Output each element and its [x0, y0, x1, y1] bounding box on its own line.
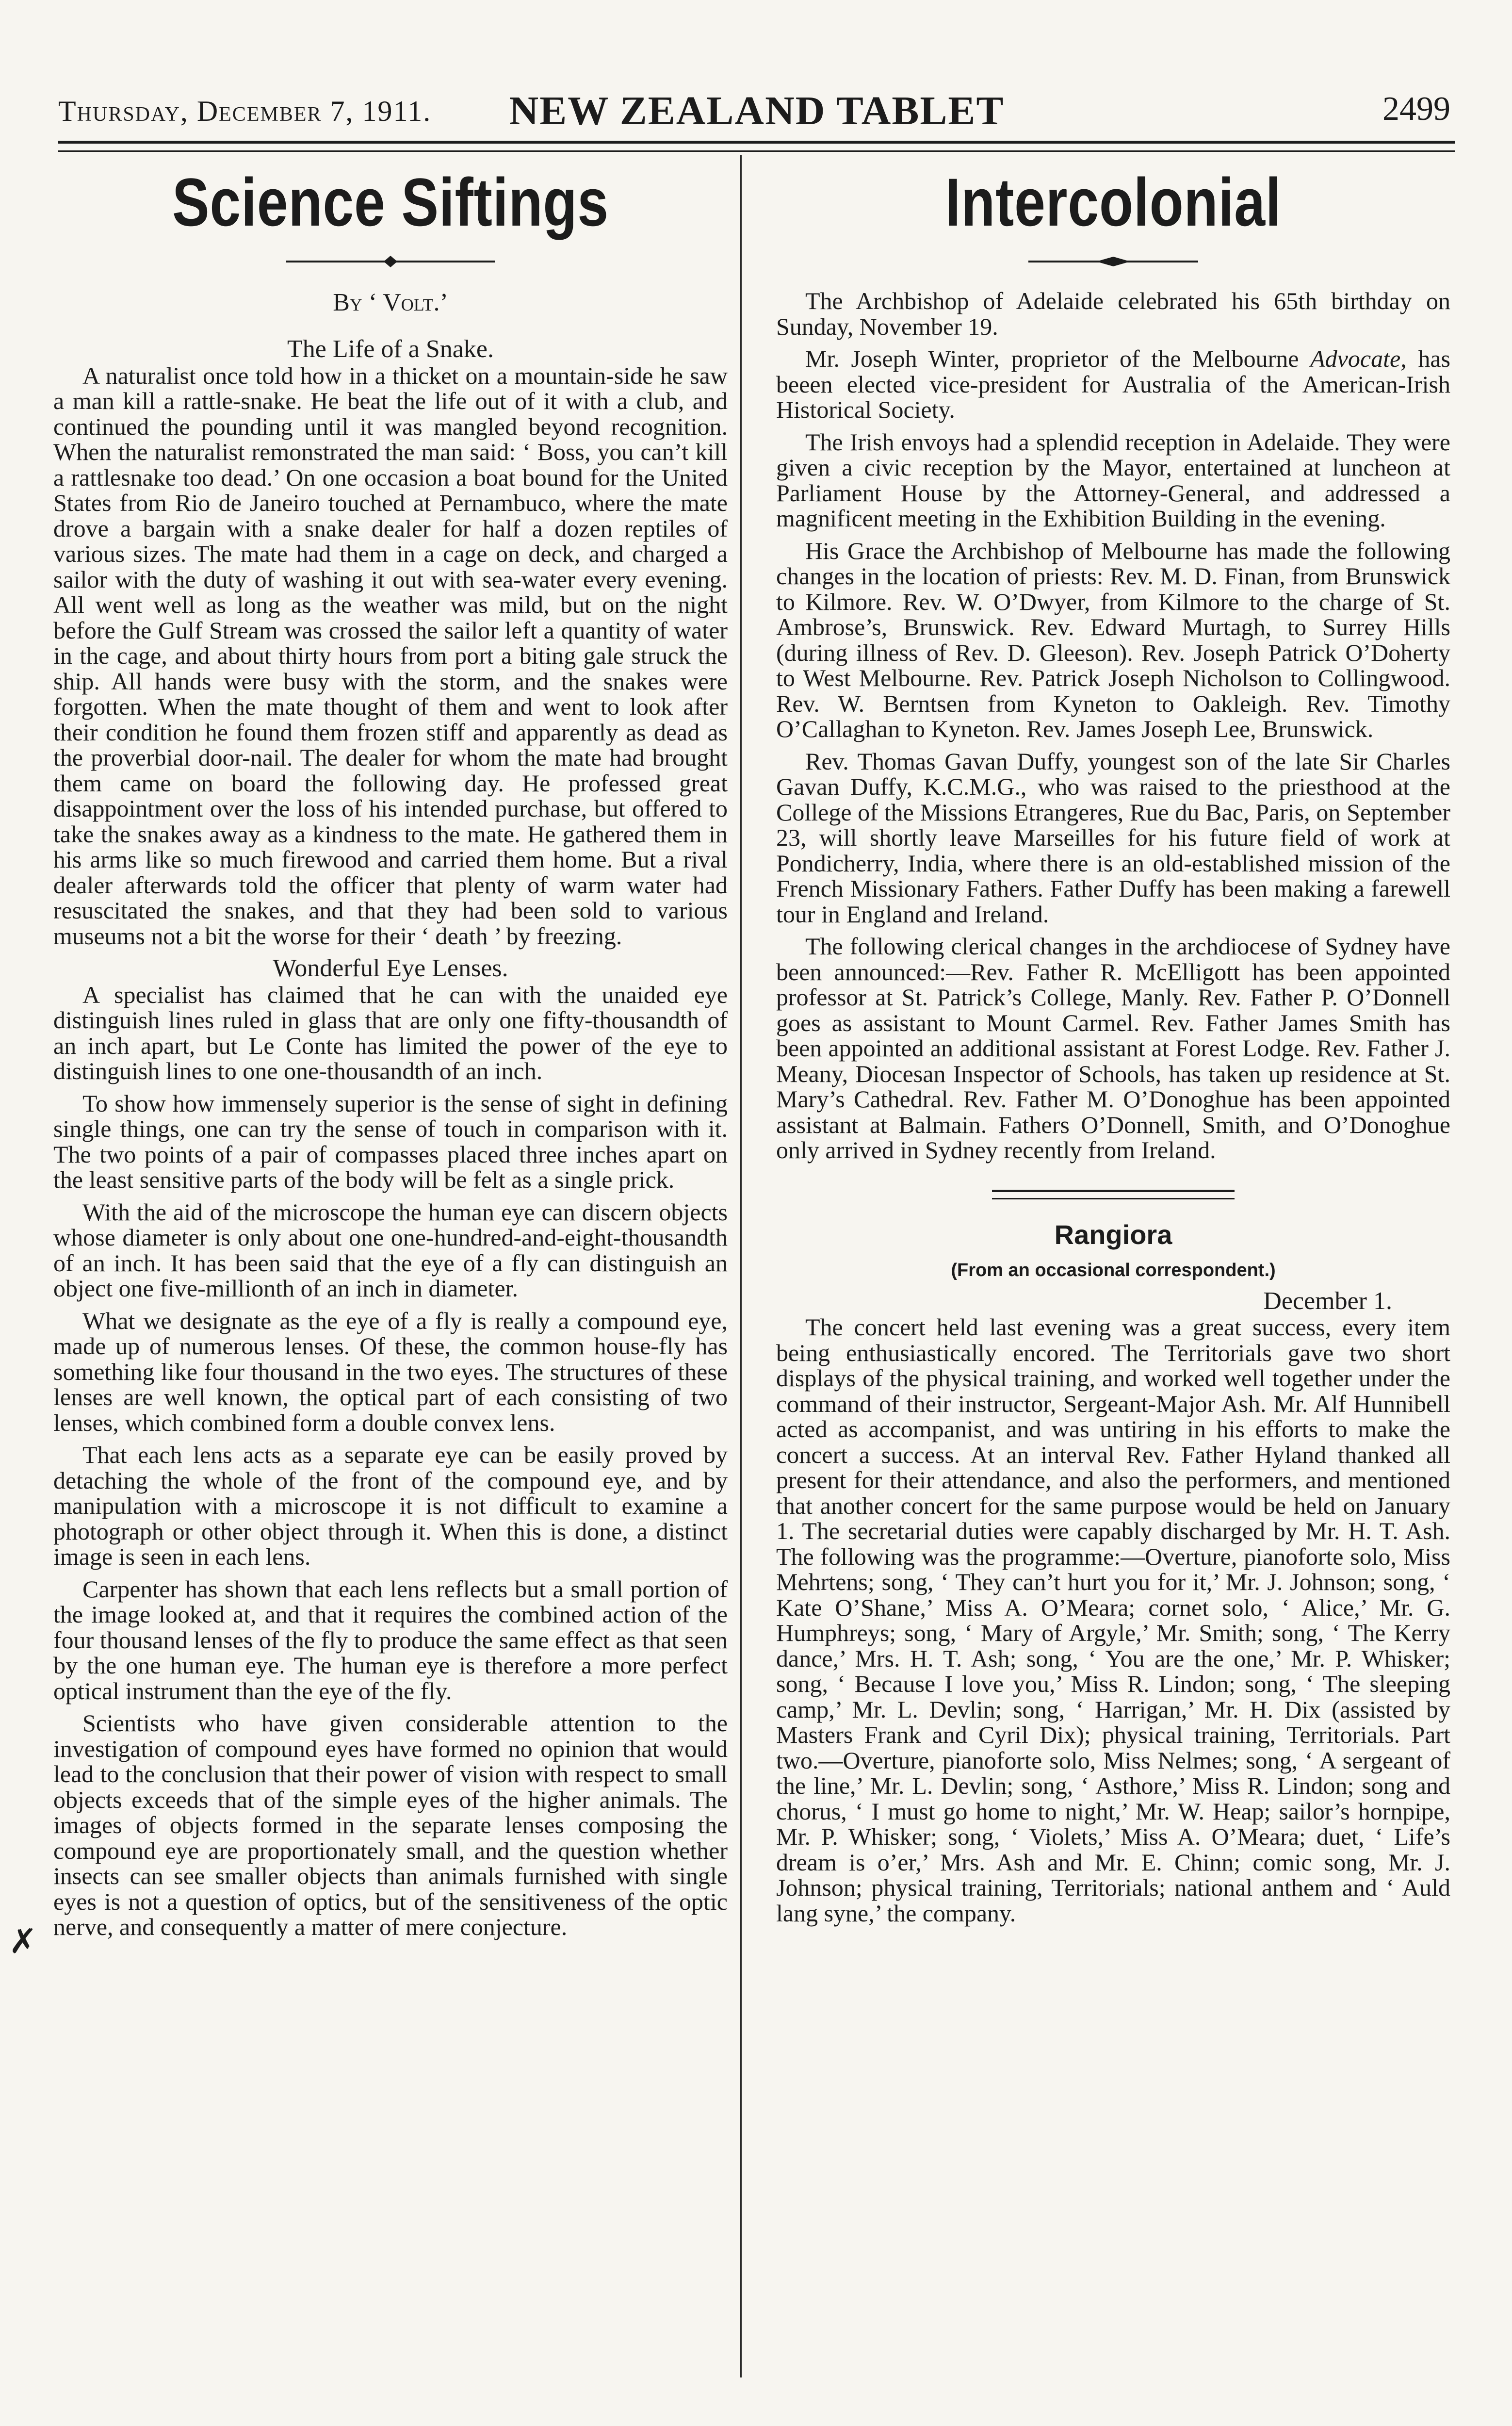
subhead-eye-lenses: Wonderful Eye Lenses.	[273, 954, 508, 983]
subhead-life-of-snake: The Life of a Snake.	[287, 335, 494, 363]
news-paragraph: The Archbishop of Adelaide celebrated his 65th birthday on Sunday, November 19.	[776, 287, 1450, 340]
issue-date: Thursday, December 7, 1911.	[58, 95, 432, 127]
news-paragraph: The Irish envoys had a splendid reception in Adelaide. They were given a civic reception by the Mayor, entertained at luncheon at Parliament House by the Attorney-General, and addressed a magnificent meeting in the Exhibition Building in the evening.	[776, 428, 1450, 532]
article-paragraph: Carpenter has shown that each lens reflects but a small portion of the image looked at, and that it requires the combined action of the four thousand lenses of the fly to produce the same effect as that seen by the one human eye. The human eye is therefore a more perfect optical instrument than the eye of the fly.	[53, 1575, 728, 1705]
article-paragraph: To show how immensely superior is the sense of sight in defining single things, one can try the sense of touch in comparison with it. The two points of a pair of compasses placed three inches apart on the least sensitive parts of the body will be felt as a single prick.	[53, 1089, 728, 1194]
byline: By ‘ Volt.’	[333, 289, 448, 316]
section-break-rule	[992, 1190, 1235, 1199]
column-divider	[740, 155, 742, 2377]
article-paragraph: That each lens acts as a separate eye can be easily proved by detaching the whole of the front of the compound eye, and by manipulation with a microscope it is not difficult to examine a photograph or other object through it. When this is done, a distinct image is seen in each lens.	[53, 1441, 728, 1571]
intercolonial-column	[776, 155, 1450, 1926]
page-header	[58, 85, 1455, 138]
article-paragraph: A specialist has claimed that he can with the unaided eye distinguish lines ruled in glass that are only one fifty-thousandth of an inch apart, but Le Conte has limited the power of the eye to distinguish lines to one one-thousandth of an inch.	[53, 981, 728, 1085]
article-paragraph: What we designate as the eye of a fly is really a compound eye, made up of numerous lenses. Of these, the common house-fly has something like four thousand in the two eyes. The structures of these lenses are well known, the optical part of each consisting of two lenses, which combined form a double convex lens.	[53, 1307, 728, 1436]
page-number: 2499	[1382, 90, 1450, 128]
diamond-rule-ornament	[1009, 254, 1218, 269]
news-paragraph: The concert held last evening was a great success, every item being enthusiastically encored. The Territorials gave two short displays of the physical training, and worked well together under the command of their instructor, Sergeant-Major Ash. Mr. Alf Hunnibell acted as accompanist, and was untiring in his efforts to make the concert a success. At an interval Rev. Father Hyland thanked all present for their attendance, and also the performers, and mentioned that another concert for the same purpose would be held on January 1. The secretarial duties were capably discharged by Mr. H. T. Ash. The following was the programme:—Overture, pianoforte solo, Miss Mehrtens; song, ‘ They can’t hurt you for it,’ Mr. J. Johnson; song, ‘ Kate O’Shane,’ Miss A. O’Meara; cornet solo, ‘ Alice,’ Mr. G. Humphreys; song, ‘ Mary of Argyle,’ Mr. Smith; song, ‘ The Kerry dance,’ Mrs. H. T. Ash; song, ‘ You are the one,’ Mr. P. Whisker; song, ‘ Because I love you,’ Miss R. Lindon; song, ‘ The sleeping camp,’ Mr. L. Devlin; song, ‘ Harrigan,’ Mr. H. Dix (assisted by Masters Frank and Cyril Dix); physical training, Territorials. Part two.—Overture, pianoforte solo, Miss Nelmes; song, ‘ A sergeant of the line,’ Mr. L. Devlin; song, ‘ Asthore,’ Miss R. Lindon; song and chorus, ‘ I must go home to night,’ Mr. W. Heap; sailor’s hornpipe, Mr. P. Whisker; song, ‘ Violets,’ Miss A. O’Meara; duet, ‘ Life’s dream is o’er,’ Mrs. Ash and Mr. E. Chinn; comic song, Mr. J. Johnson; physical training, Territorials; national anthem and ‘ Auld lang syne,’ the company.	[776, 1313, 1450, 1927]
italic-publication-name: Advocate,	[1310, 345, 1407, 372]
news-paragraph: Rev. Thomas Gavan Duffy, youngest son of the late Sir Charles Gavan Duffy, K.C.M.G., who was raised to the priesthood at the College of the Missions Etrangeres, Rue du Bac, Paris, on September 23, will shortly leave Marseilles for his future field of work at Pondicherry, India, where there is an old-established mission of the French Missionary Fathers. Father Duffy has been making a farewell tour in England and Ireland.	[776, 747, 1450, 928]
article-paragraph: With the aid of the microscope the human eye can discern objects whose diameter is only about one one-hundred-and-eight-thousandth of an inch. It has been said that the eye of a fly can distinguish an object one five-millionth of an inch in diameter.	[53, 1198, 728, 1302]
article-paragraph: A naturalist once told how in a thicket on a mountain-side he saw a man kill a rattle-snake. He beat the life out of it with a club, and continued the pounding until it was mangled beyond recognition. When the naturalist remonstrated the man said: ‘ Boss, you can’t kill a rattlesnake too dead.’ On one occasion a boat bound for the United States from Rio de Janeiro touched at Pernambuco, where the mate drove a bargain with a snake dealer for half a dozen reptiles of various sizes. The mate had them in a cage on deck, and charged a sailor with the duty of washing it out with sea-water every evening. All went well as long as the weather was mild, but on the night before the Gulf Stream was crossed the sailor left a quantity of water in the cage, and about thirty hours from port a biting gale struck the ship. All hands were busy with the storm, and the snakes were forgotten. When the mate thought of them and went to look after their condition he found them frozen stiff and apparently as dead as the proverbial door-nail. The dealer for whom the mate had brought them came on board the following day. He professed great disappointment over the loss of his intended purchase, but offered to take the snakes away as a kindness to the mate. He gathered them in his arms like so much firewood and carried them home. But a rival dealer afterwards told the officer that plenty of warm water had resuscitated the snakes, and that they had been sold to various museums not a bit the worse for their ‘ death ’ by freezing.	[53, 361, 728, 950]
news-paragraph: His Grace the Archbishop of Melbourne has made the following changes in the location of priests: Rev. M. D. Finan, from Brunswick to Kilmore. Rev. W. O’Dwyer, from Kilmore to the charge of St. Ambrose’s, Brunswick. Rev. Edward Murtagh, to Surrey Hills (during illness of Rev. D. Gleeson). Rev. Joseph Patrick O’Doherty to West Melbourne. Rev. Patrick Joseph Nicholson to Collingwood. Rev. W. Berntsen from Kyneton to Oakleigh. Rev. Timothy O’Callaghan to Kyneton. Rev. James Joseph Lee, Brunswick.	[776, 537, 1450, 742]
margin-mark-icon: ✗	[9, 1921, 37, 1961]
masthead: NEW ZEALAND TABLET	[509, 88, 1005, 133]
correspondent-note: (From an occasional correspondent.)	[951, 1260, 1276, 1280]
science-siftings-column	[53, 155, 728, 1940]
news-paragraph: The following clerical changes in the archdiocese of Sydney have been announced:—Rev. Father R. McElligott has been appointed professor at St. Patrick’s College, Manly. Rev. Father P. O’Donnell goes as assistant to Mount Carmel. Rev. Father James Smith has been appointed an additional assistant at Forest Lodge. Rev. Father J. Meany, Diocesan Inspector of Schools, has taken up residence at St. Mary’s Cathedral. Rev. Father M. O’Donoghue has been appointed assistant at Balmain. Fathers O’Donnell, Smith, and O’Donoghue only arrived in Sydney recently from Ireland.	[776, 933, 1450, 1164]
subhead-rangiora: Rangiora	[1054, 1219, 1172, 1250]
section-title-science-siftings: Science Siftings	[172, 164, 609, 240]
article-paragraph: Scientists who have given considerable attention to the investigation of compound eyes have formed no opinion that would lead to the conclusion that their power of vision with respect to small objects exceeds that of the simple eyes of the higher animals. The images of objects formed in the separate lenses composing the compound eye are proportionately small, and the question whether insects can see smaller objects than animals furnished with single eyes is not a question of optics, but of the sensitiveness of the optic nerve, and consequently a matter of mere conjecture.	[53, 1709, 728, 1941]
header-rule	[58, 141, 1455, 152]
diamond-rule-ornament	[286, 254, 495, 269]
news-paragraph: Mr. Joseph Winter, proprietor of the Melbourne Advocate, has beeen elected vice-president for Australia of the American-Irish Historical Society.	[776, 345, 1450, 423]
section-title-intercolonial: Intercolonial	[945, 164, 1282, 240]
dateline: December 1.	[1263, 1287, 1392, 1315]
